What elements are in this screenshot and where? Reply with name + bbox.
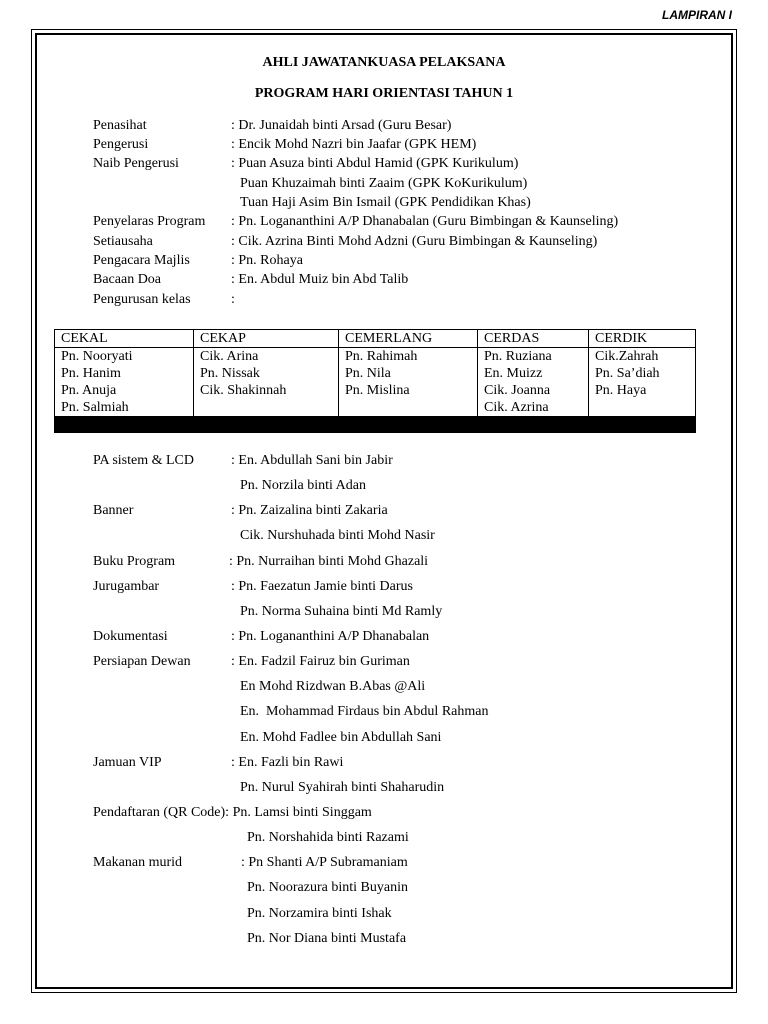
value-dewan-1: : En. Fadzil Fairuz bin Guriman bbox=[231, 654, 410, 669]
table-bottom-bar bbox=[54, 416, 696, 433]
teacher-name: Cik.Zahrah bbox=[595, 349, 659, 364]
cell-cekal bbox=[55, 348, 194, 417]
value-pengacara: : Pn. Rohaya bbox=[231, 253, 303, 268]
teacher-name: Pn. Mislina bbox=[345, 383, 410, 398]
value-banner-1: : Pn. Zaizalina binti Zakaria bbox=[231, 503, 388, 518]
label-setiausaha: Setiausaha bbox=[93, 234, 153, 249]
teacher-name: Pn. Anuja bbox=[61, 383, 117, 398]
cell-cekap bbox=[194, 348, 339, 417]
label-penyelaras: Penyelaras Program bbox=[93, 214, 206, 229]
label-naib-pengerusi: Naib Pengerusi bbox=[93, 156, 179, 171]
label-persiapan-dewan: Persiapan Dewan bbox=[93, 654, 191, 669]
value-dokumentasi: : Pn. Logananthini A/P Dhanabalan bbox=[231, 629, 430, 644]
teacher-name: Pn. Nooryati bbox=[61, 349, 133, 364]
cell-cerdas bbox=[478, 348, 589, 417]
class-table-header-row bbox=[55, 330, 696, 348]
header-cemerlang: CEMERLANG bbox=[339, 330, 478, 348]
value-bacaan-doa: : En. Abdul Muiz bin Abd Talib bbox=[231, 272, 409, 287]
header-cerdik: CERDIK bbox=[589, 330, 696, 348]
teacher-name: Cik. Joanna bbox=[484, 383, 551, 398]
class-table bbox=[54, 329, 696, 417]
teacher-name: Pn. Nila bbox=[345, 366, 391, 381]
teacher-name: Pn. Rahimah bbox=[345, 349, 418, 364]
value-makanan-2: Pn. Noorazura binti Buyanin bbox=[247, 880, 408, 895]
value-makanan-4: Pn. Nor Diana binti Mustafa bbox=[247, 931, 407, 946]
label-pendaftaran: Pendaftaran (QR Code): Pn. Lamsi binti Singgam bbox=[93, 805, 372, 820]
label-pengerusi: Pengerusi bbox=[93, 137, 149, 152]
teacher-name: Pn. Hanim bbox=[61, 366, 121, 381]
header-cekap: CEKAP bbox=[194, 330, 339, 348]
value-vip-2: Pn. Nurul Syahirah binti Shaharudin bbox=[240, 780, 445, 795]
value-jurugambar-1: : Pn. Faezatun Jamie binti Darus bbox=[231, 579, 413, 594]
teacher-name: Pn. Nissak bbox=[200, 366, 260, 381]
label-banner: Banner bbox=[93, 503, 134, 518]
cell-cerdik bbox=[589, 348, 696, 417]
label-jamuan-vip: Jamuan VIP bbox=[93, 755, 162, 770]
value-naib-1: : Puan Asuza binti Abdul Hamid (GPK Kurikulum) bbox=[231, 156, 519, 171]
teacher-name: Pn. Salmiah bbox=[61, 400, 129, 415]
value-pa-2: Pn. Norzila binti Adan bbox=[240, 478, 366, 493]
value-penyelaras: : Pn. Logananthini A/P Dhanabalan (Guru Bimbingan & Kaunseling) bbox=[231, 214, 619, 229]
value-pendaftaran-2: Pn. Norshahida binti Razami bbox=[247, 830, 409, 845]
header-cekal: CEKAL bbox=[55, 330, 194, 348]
value-banner-2: Cik. Nurshuhada binti Mohd Nasir bbox=[240, 528, 435, 543]
lampiran-label: LAMPIRAN I bbox=[662, 8, 732, 22]
cell-cemerlang bbox=[339, 348, 478, 417]
teacher-name: Cik. Arina bbox=[200, 349, 259, 364]
value-dewan-3: En. Mohammad Firdaus bin Abdul Rahman bbox=[240, 704, 489, 719]
document-subtitle: PROGRAM HARI ORIENTASI TAHUN 1 bbox=[254, 86, 514, 101]
value-buku-program: : Pn. Nurraihan binti Mohd Ghazali bbox=[229, 554, 429, 569]
teacher-name: Cik. Shakinnah bbox=[200, 383, 287, 398]
teacher-name: En. Muizz bbox=[484, 366, 543, 381]
class-table-body-row bbox=[55, 348, 696, 417]
label-jurugambar: Jurugambar bbox=[93, 579, 160, 594]
value-pengurusan-kelas: : bbox=[231, 292, 235, 307]
value-jurugambar-2: Pn. Norma Suhaina binti Md Ramly bbox=[240, 604, 443, 619]
teacher-name: Pn. Haya bbox=[595, 383, 647, 398]
value-makanan-1: : Pn Shanti A/P Subramaniam bbox=[241, 855, 408, 870]
label-pa-sistem: PA sistem & LCD bbox=[93, 453, 195, 468]
label-dokumentasi: Dokumentasi bbox=[93, 629, 168, 644]
label-makanan-murid: Makanan murid bbox=[93, 855, 183, 870]
value-pengerusi: : Encik Mohd Nazri bin Jaafar (GPK HEM) bbox=[231, 137, 477, 152]
document-title: AHLI JAWATANKUASA PELAKSANA bbox=[262, 55, 506, 70]
label-buku-program: Buku Program bbox=[93, 554, 176, 569]
label-pengurusan-kelas: Pengurusan kelas bbox=[93, 292, 191, 307]
label-penasihat: Penasihat bbox=[93, 118, 147, 133]
teacher-name: Cik. Azrina bbox=[484, 400, 549, 415]
value-penasihat: : Dr. Junaidah binti Arsad (Guru Besar) bbox=[231, 118, 452, 133]
teacher-name: Pn. Ruziana bbox=[484, 349, 552, 364]
value-dewan-2: En Mohd Rizdwan B.Abas @Ali bbox=[240, 679, 426, 694]
value-dewan-4: En. Mohd Fadlee bin Abdullah Sani bbox=[240, 730, 442, 745]
value-pa-1: : En. Abdullah Sani bin Jabir bbox=[231, 453, 393, 468]
label-pengacara: Pengacara Majlis bbox=[93, 253, 190, 268]
label-bacaan-doa: Bacaan Doa bbox=[93, 272, 162, 287]
header-cerdas: CERDAS bbox=[478, 330, 589, 348]
value-makanan-3: Pn. Norzamira binti Ishak bbox=[247, 906, 392, 921]
value-naib-3: Tuan Haji Asim Bin Ismail (GPK Pendidikan Khas) bbox=[240, 195, 531, 210]
value-vip-1: : En. Fazli bin Rawi bbox=[231, 755, 344, 770]
teacher-name: Pn. Sa’diah bbox=[595, 366, 660, 381]
value-naib-2: Puan Khuzaimah binti Zaaim (GPK KoKurikulum) bbox=[240, 176, 528, 191]
value-setiausaha: : Cik. Azrina Binti Mohd Adzni (Guru Bimbingan & Kaunseling) bbox=[231, 234, 598, 249]
